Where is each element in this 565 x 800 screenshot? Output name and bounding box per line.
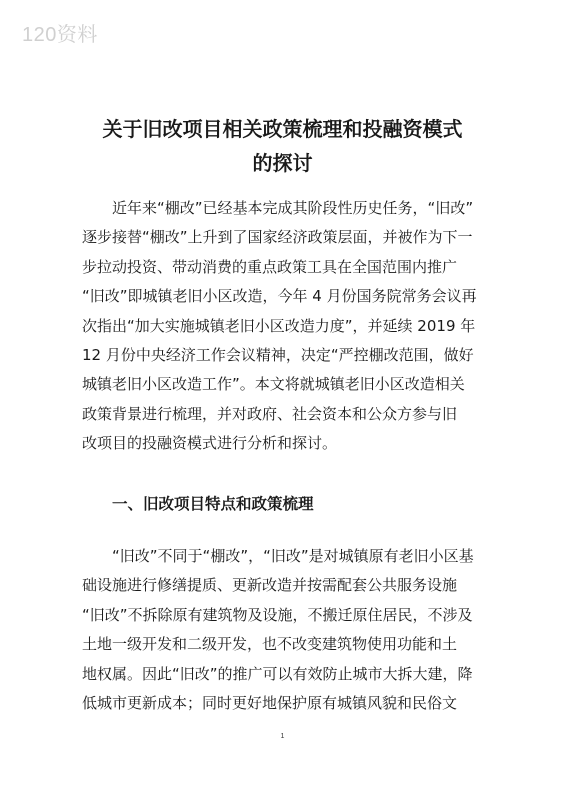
text-line: “旧改”即城镇老旧小区改造，今年 4 月份国务院常务会议再 (82, 287, 477, 306)
text-line: 逐步接替“棚改”上升到了国家经济政策层面，并被作为下一 (82, 228, 473, 247)
text-line: 12 月份中央经济工作会议精神，决定“严控棚改范围，做好 (82, 346, 474, 365)
text-line: 低城市更新成本；同时更好地保护原有城镇风貌和民俗文 (82, 694, 458, 713)
title-line-2: 的探讨 (252, 151, 313, 175)
text-line: 土地一级开发和二级开发，也不改变建筑物使用功能和土 (82, 635, 458, 654)
page-number: 1 (280, 733, 285, 740)
section-paragraph (82, 542, 502, 718)
section-heading: 一、旧改项目特点和政策梳理 (112, 495, 314, 513)
text-line: 改项目的投融资模式进行分析和探讨。 (82, 434, 338, 453)
title-line-1: 关于旧改项目相关政策梳理和投融资模式 (102, 117, 463, 141)
text-line: “旧改”不同于“棚改”，“旧改”是对城镇原有老旧小区基 (82, 547, 474, 565)
text-line: “旧改”不拆除原有建筑物及设施，不搬迁原住居民，不涉及 (82, 605, 473, 624)
text-line: 础设施进行修缮提质、更新改造并按需配套公共服务设施 (82, 576, 458, 595)
text-line: 步拉动投资、带动消费的重点政策工具在全国范围内推广 (82, 257, 458, 276)
text-line: 次指出“加大实施城镇老旧小区改造力度”，并延续 2019 年 (82, 316, 476, 335)
text-line: 地权属。因此“旧改”的推广可以有效防止城市大拆大建，降 (82, 664, 473, 683)
text-line: 政策背景进行梳理，并对政府、社会资本和公众方参与旧 (82, 404, 458, 423)
document-title (0, 112, 565, 180)
text-line: 近年来“棚改”已经基本完成其阶段性历史任务，“旧改” (82, 199, 474, 217)
intro-paragraph (82, 194, 502, 459)
watermark: 120资料 (22, 24, 98, 46)
text-line: 城镇老旧小区改造工作”。本文将就城镇老旧小区改造相关 (82, 375, 465, 394)
